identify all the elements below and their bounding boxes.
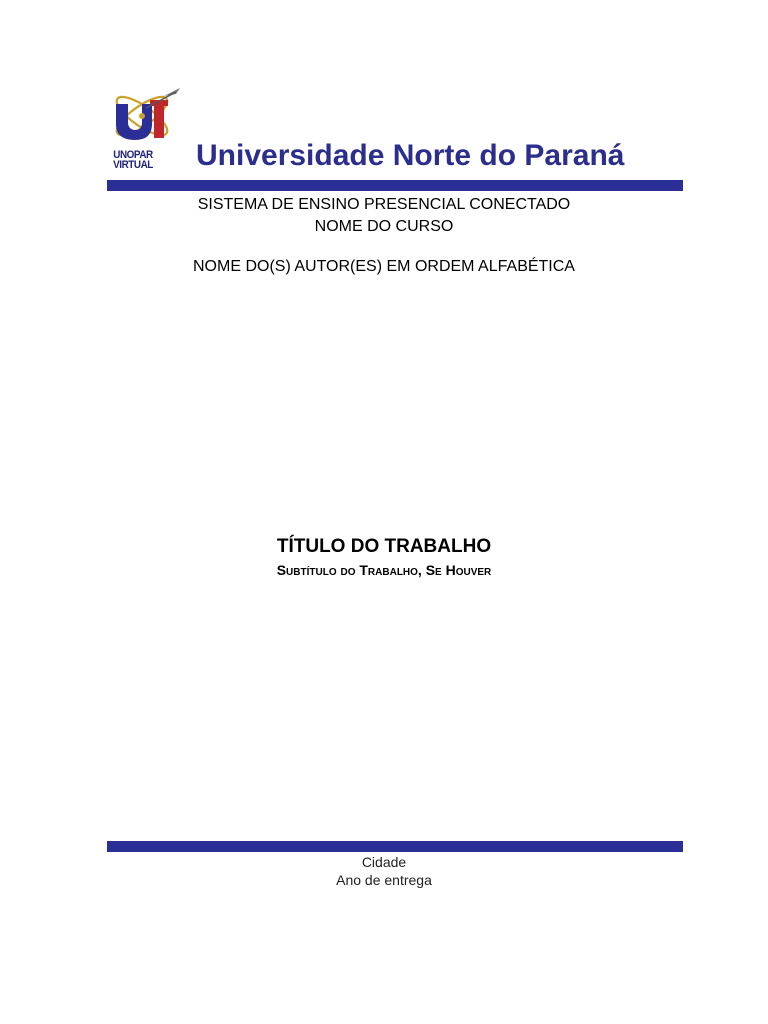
header-divider-bar xyxy=(107,180,683,191)
delivery-year: Ano de entrega xyxy=(336,872,432,888)
author-names: NOME DO(S) AUTOR(ES) EM ORDEM ALFABÉTICA xyxy=(193,258,575,275)
system-name: SISTEMA DE ENSINO PRESENCIAL CONECTADO xyxy=(197,196,571,213)
logo-text-virtual: VIRTUAL xyxy=(113,159,153,171)
unopar-logo xyxy=(106,86,184,174)
city: Cidade xyxy=(361,854,407,870)
footer-divider-bar xyxy=(107,841,683,852)
work-title: TÍTULO DO TRABALHO xyxy=(276,536,492,557)
logo-text-unopar: UNOPAR xyxy=(113,149,153,161)
university-name: Universidade Norte do Paraná xyxy=(196,139,625,172)
work-subtitle: Subtítulo do Trabalho, Se Houver xyxy=(276,562,492,578)
unopar-logo-icon xyxy=(106,86,184,150)
course-name: NOME DO CURSO xyxy=(314,218,454,235)
